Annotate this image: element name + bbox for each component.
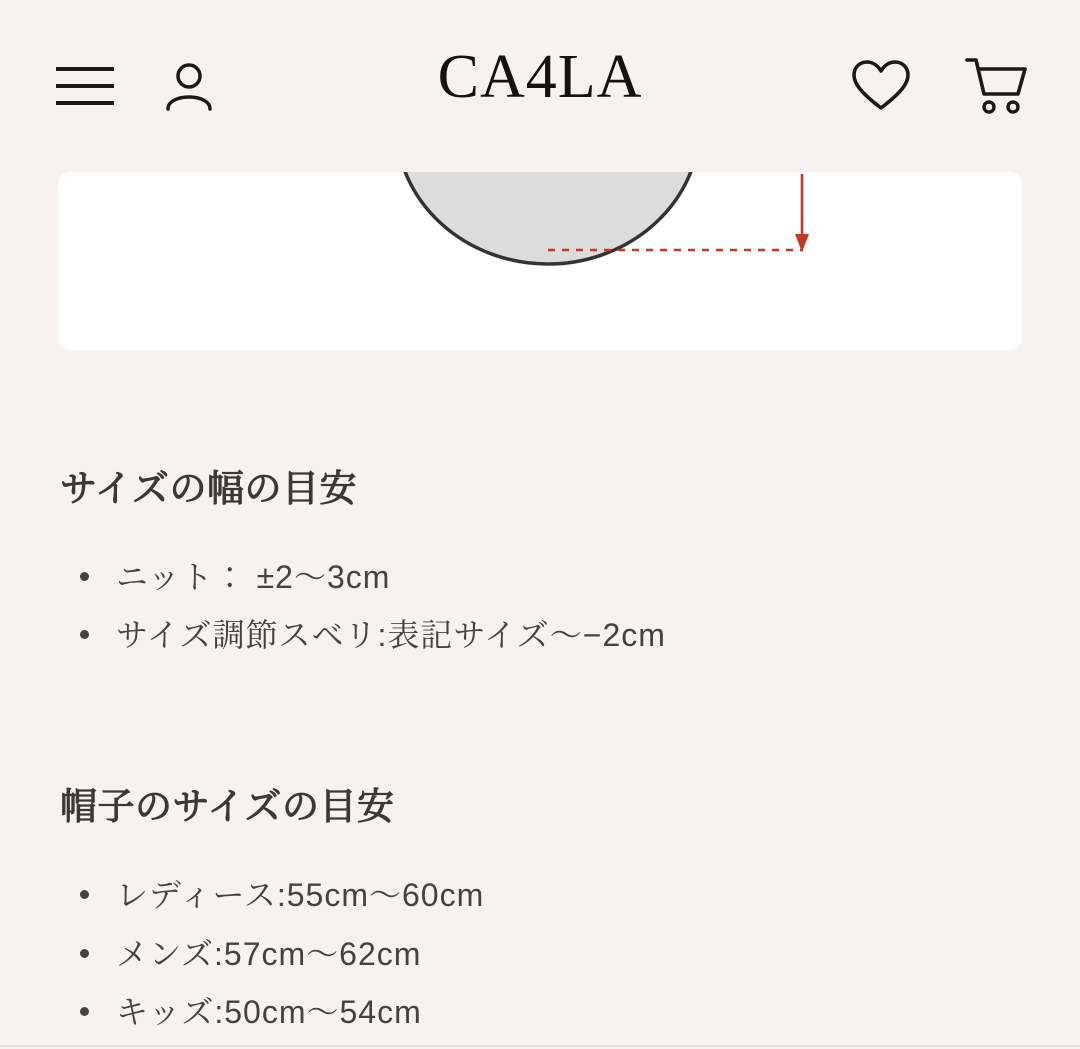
size-range-list [54,548,1026,664]
bottom-divider [0,1045,1080,1047]
shopping-cart-icon[interactable] [964,56,1028,116]
list-item: レディース:55cm〜60cm [54,866,1026,924]
user-account-icon[interactable] [164,60,214,112]
diagram-graphic [58,172,1022,350]
brand-logo: CA4LA [437,43,643,111]
header-right-group [850,56,1028,116]
hat-measurement-diagram [58,172,1022,350]
size-guide-content [0,458,1080,1041]
heart-icon[interactable] [850,58,912,114]
page-title: サイズの幅の目安 [60,468,358,509]
list-item: キッズ:50cm〜54cm [54,983,1026,1041]
list-item: ニット： ±2〜3cm [54,548,1026,606]
hamburger-menu-icon[interactable] [54,64,116,108]
hat-size-list [54,866,1026,1041]
hat-size-title: 帽子のサイズの目安 [60,786,395,828]
list-item: サイズ調節スベリ:表記サイズ〜−2cm [54,606,1026,664]
site-header [0,0,1080,172]
header-left-group [54,60,214,112]
list-item: メンズ:57cm〜62cm [54,925,1026,983]
